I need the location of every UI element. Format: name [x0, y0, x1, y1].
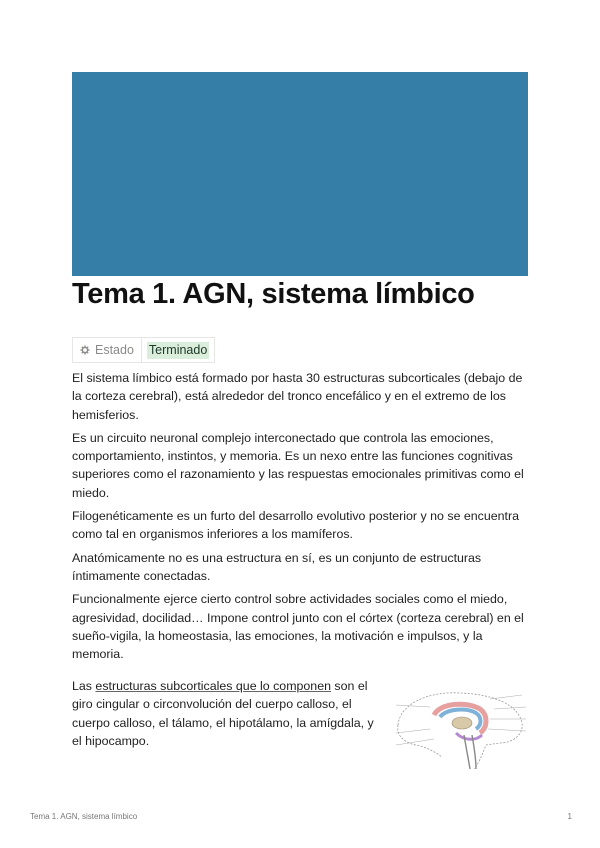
footer-title: Tema 1. AGN, sistema límbico	[30, 812, 138, 821]
paragraph-1: El sistema límbico está formado por hasta 30 estructuras subcorticales (debajo de la corteza cerebral), está alrededor del tronco encefálico y en el extremo de los hemisferios.	[72, 371, 523, 422]
structures-paragraph	[72, 677, 377, 750]
paragraph-5: Funcionalmente ejerce cierto control sobre actividades sociales como el miedo, agresividad, docilidad… Impone control junto con el córtex (corteza cerebral) en el sueño-vigila, la homeostasia, las emociones, la motivación e impulsos, y la memoria.	[72, 592, 524, 662]
paragraph-2: Es un circuito neuronal complejo interconectado que controla las emociones, comportamiento, instintos, y memoria. Es un nexo entre las funciones cognitivas superiores como el razonamiento y las respuestas emocionales primitivas como el miedo.	[72, 430, 524, 500]
status-badge: Terminado	[148, 342, 208, 357]
gear-icon	[80, 345, 90, 355]
property-value[interactable]	[142, 338, 214, 362]
body-text	[72, 369, 532, 668]
property-key-label: Estado	[95, 343, 134, 357]
property-key	[73, 338, 142, 362]
property-row	[72, 337, 215, 363]
structures-suffix: son el giro cingular o circonvolución del cuerpo calloso, el cuerpo calloso, el tálamo, el hipotálamo, la amígdala, y el hipocampo.	[72, 679, 374, 748]
structures-text	[72, 677, 377, 750]
brain-diagram	[390, 685, 530, 769]
structures-link[interactable]: estructuras subcorticales que lo componen	[95, 679, 331, 693]
cover-image	[72, 72, 528, 276]
page-number: 1	[567, 812, 572, 821]
paragraph-4: Anatómicamente no es una estructura en sí, es un conjunto de estructuras íntimamente conectadas.	[72, 550, 482, 583]
page-title: Tema 1. AGN, sistema límbico	[72, 278, 475, 310]
paragraph-3: Filogenéticamente es un furto del desarrollo evolutivo posterior y no se encuentra como tal en organismos inferiores a los mamíferos.	[72, 509, 520, 542]
structures-row	[72, 677, 528, 767]
structures-prefix: Las	[72, 679, 96, 693]
